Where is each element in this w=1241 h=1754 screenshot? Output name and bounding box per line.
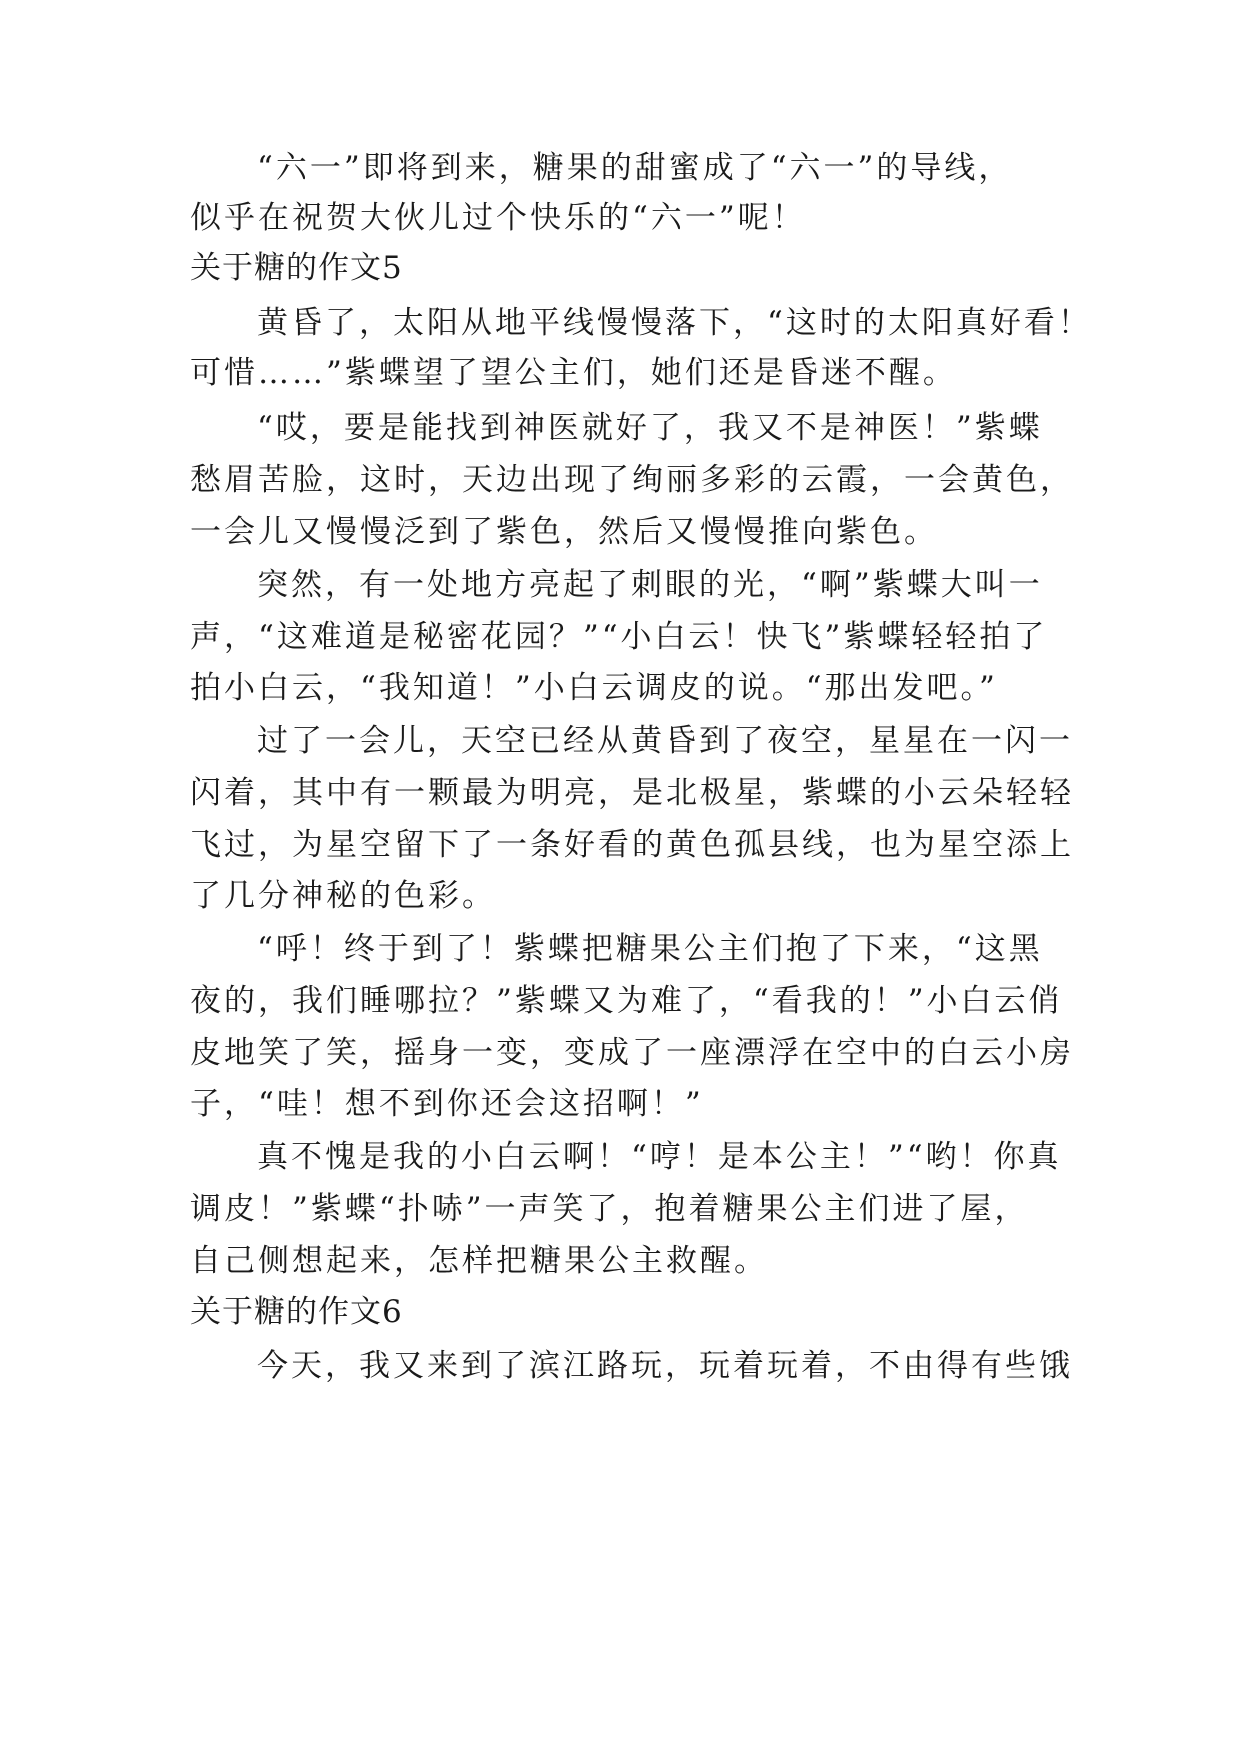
paragraph-line: 声，“这难道是秘密花园？”“小白云！快飞”紫蝶轻轻拍了 — [190, 619, 1048, 655]
paragraph-line: 愁眉苦脸，这时，天边出现了绚丽多彩的云霞，一会黄色， — [190, 462, 1074, 498]
paragraph-line: “哎，要是能找到神医就好了，我又不是神医！”紫蝶 — [257, 410, 1043, 446]
paragraph-line: 可惜……”紫蝶望了望公主们，她们还是昏迷不醒。 — [190, 355, 957, 391]
paragraph-line: 似乎在祝贺大伙儿过个快乐的“六一”呢！ — [190, 200, 806, 236]
paragraph-line: 过了一会儿，天空已经从黄昏到了夜空，星星在一闪一 — [257, 723, 1073, 759]
paragraph-line: 自己侧想起来，怎样把糖果公主救醒。 — [190, 1243, 768, 1279]
paragraph-line: 真不愧是我的小白云啊！“哼！是本公主！”“哟！你真 — [257, 1139, 1062, 1175]
section-heading: 关于糖的作文6 — [190, 1294, 403, 1330]
paragraph-line: 突然，有一处地方亮起了刺眼的光，“啊”紫蝶大叫一 — [257, 567, 1043, 603]
paragraph-line: “六一”即将到来，糖果的甜蜜成了“六一”的导线， — [257, 150, 1013, 186]
paragraph-line: 闪着，其中有一颗最为明亮，是北极星，紫蝶的小云朵轻轻 — [190, 775, 1074, 811]
paragraph-line: 夜的，我们睡哪拉？”紫蝶又为难了，“看我的！”小白云俏 — [190, 983, 1063, 1019]
paragraph-line: 一会儿又慢慢泛到了紫色，然后又慢慢推向紫色。 — [190, 514, 938, 550]
paragraph-line: 飞过，为星空留下了一条好看的黄色孤县线，也为星空添上 — [190, 827, 1074, 863]
paragraph-line: 拍小白云，“我知道！”小白云调皮的说。“那出发吧。” — [190, 670, 998, 706]
paragraph-line: 皮地笑了笑，摇身一变，变成了一座漂浮在空中的白云小房 — [190, 1035, 1074, 1071]
section-heading: 关于糖的作文5 — [190, 250, 403, 286]
paragraph-line: 了几分神秘的色彩。 — [190, 878, 496, 914]
paragraph-line: 子，“哇！想不到你还会这招啊！” — [190, 1086, 704, 1122]
paragraph-line: 今天，我又来到了滨江路玩，玩着玩着，不由得有些饿 — [257, 1348, 1073, 1384]
paragraph-line: 调皮！”紫蝶“扑哧”一声笑了，抱着糖果公主们进了屋， — [190, 1191, 1029, 1227]
paragraph-line: 黄昏了，太阳从地平线慢慢落下，“这时的太阳真好看！ — [257, 305, 1092, 341]
paragraph-line: “呼！终于到了！紫蝶把糖果公主们抱了下来，“这黑 — [257, 931, 1043, 967]
